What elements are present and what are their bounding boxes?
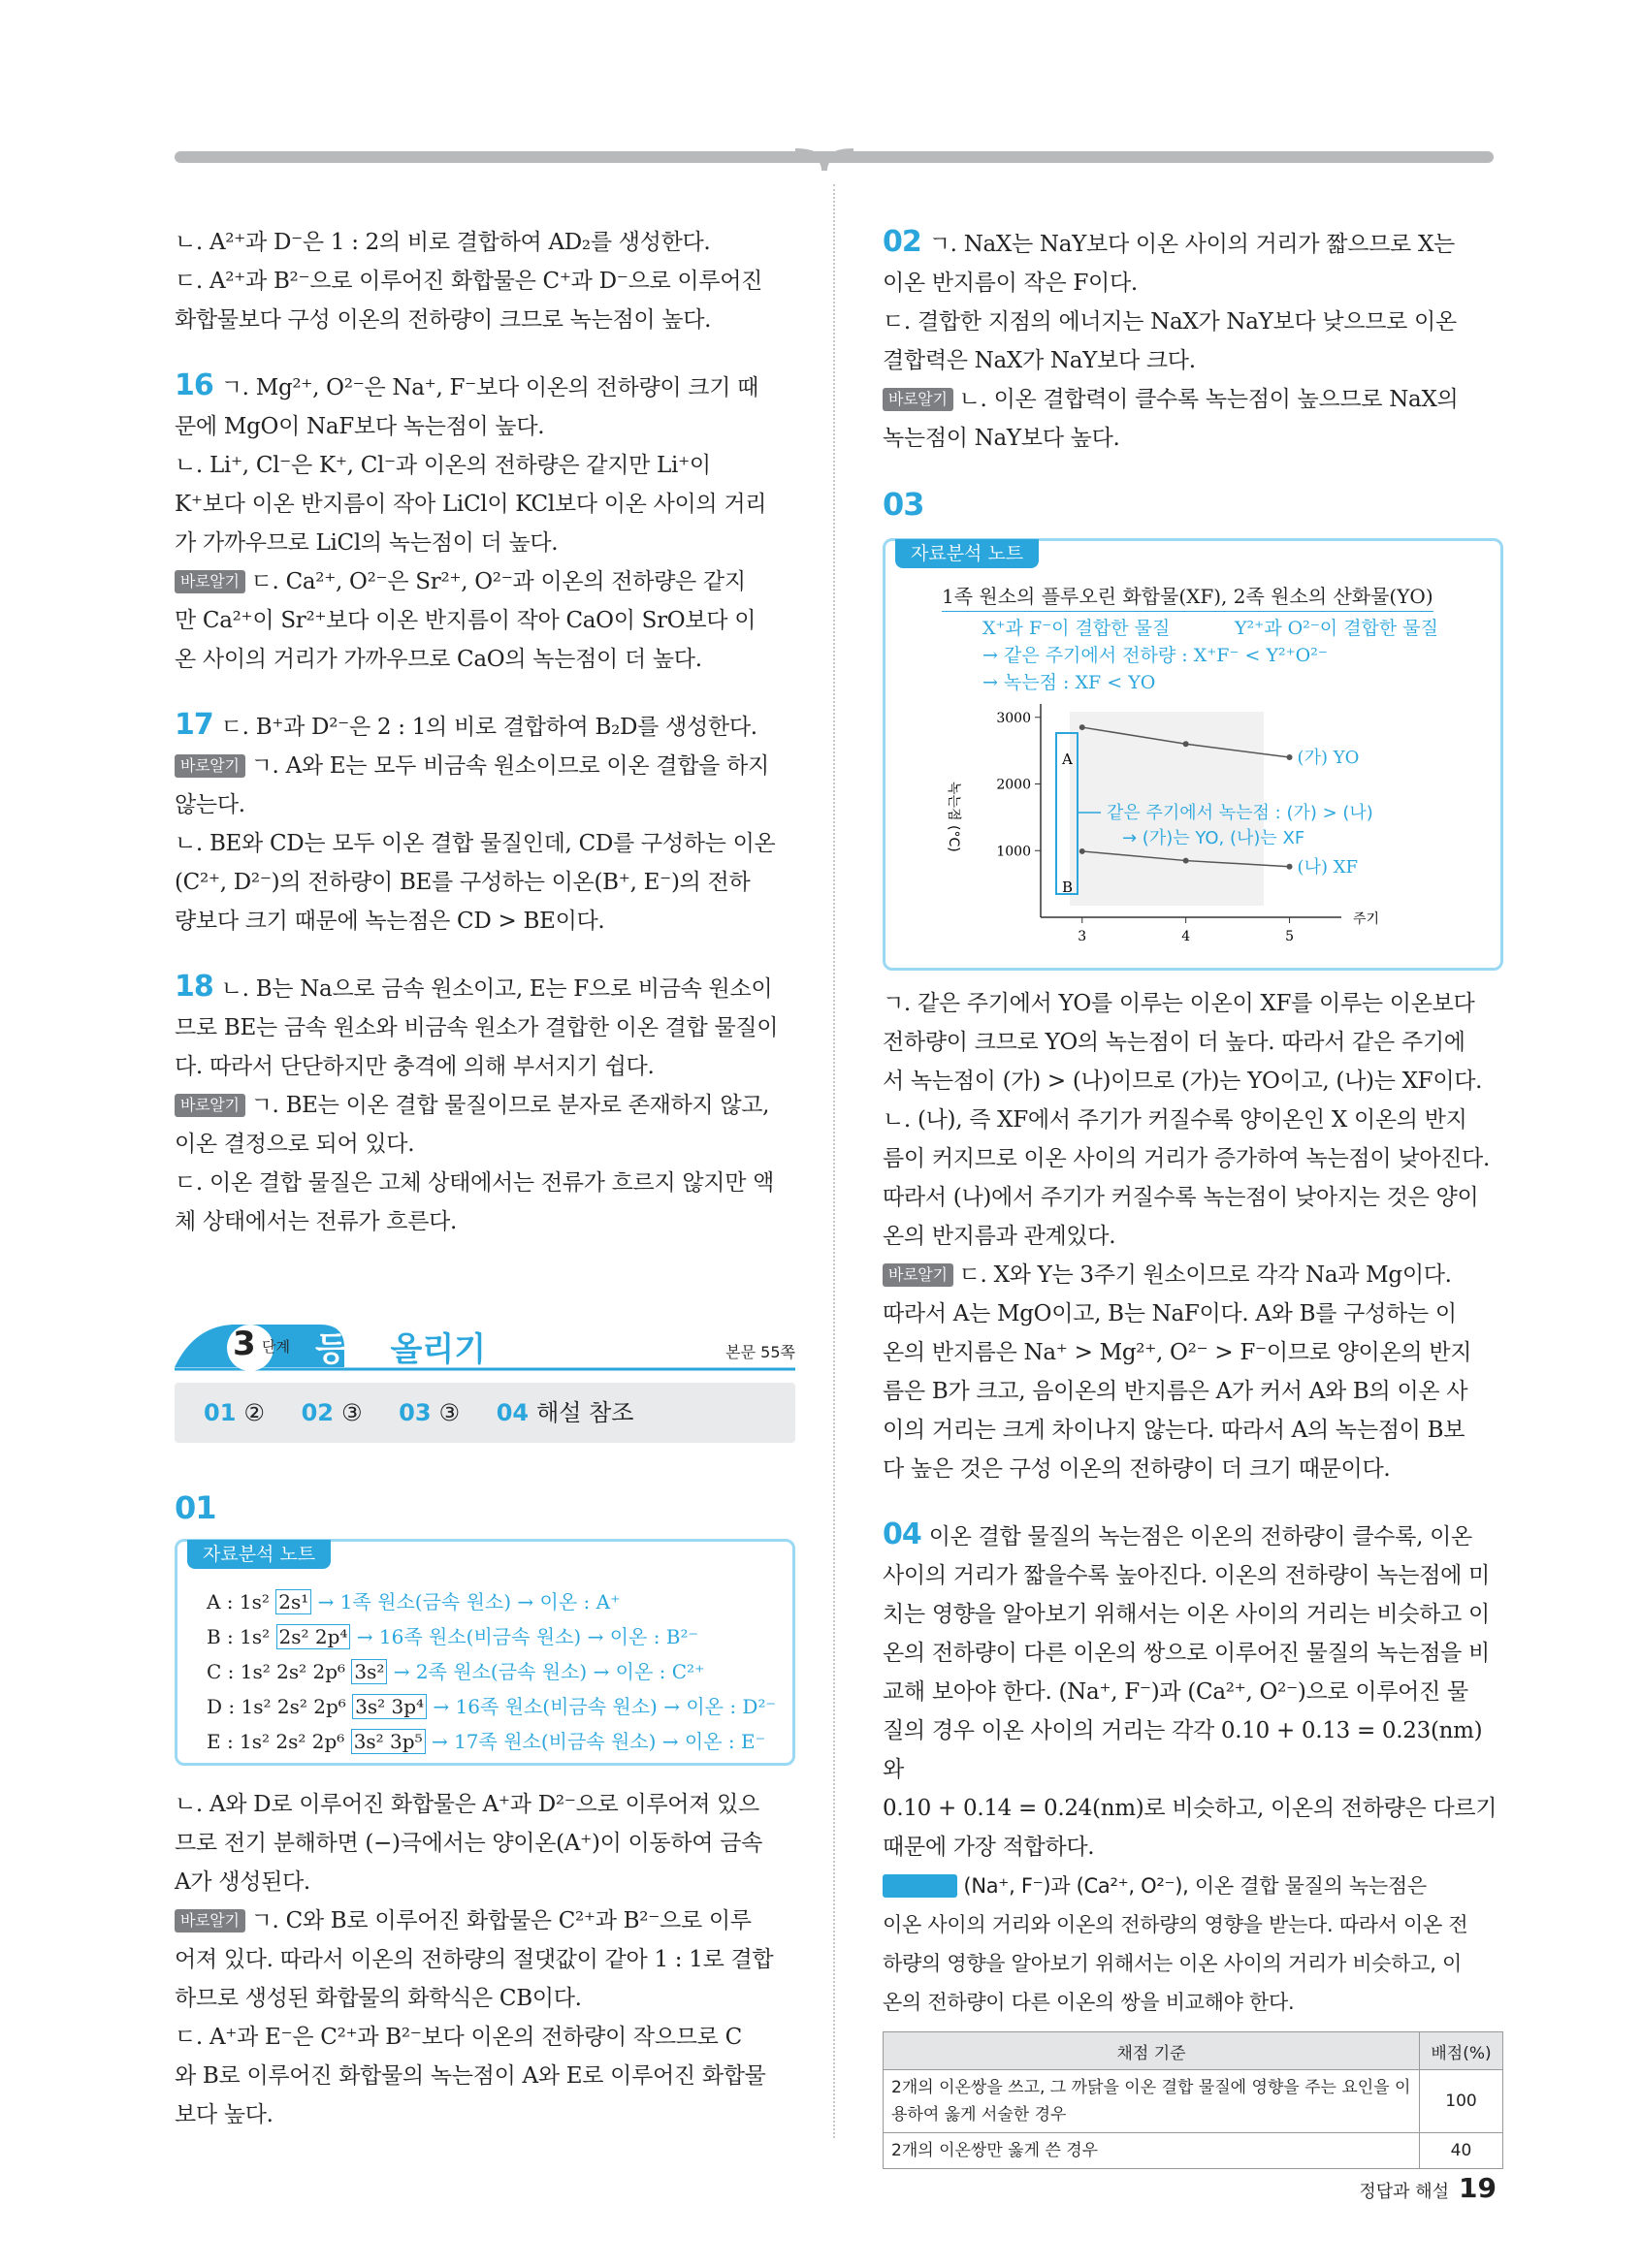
text-line: 0.10 + 0.14 = 0.24(nm)로 비슷하고, 이온의 전하량은 다르기 <box>883 1796 1497 1821</box>
note-tag: 자료분석 노트 <box>187 1540 331 1569</box>
footer-label: 정답과 해설 <box>1359 2182 1450 2202</box>
data-point <box>1079 848 1085 854</box>
config-line: A : 1s² 2s¹ → 1족 원소(금속 원소) → 이온 : A⁺ <box>207 1590 621 1613</box>
text-line: 결합력은 NaX가 NaY보다 크다. <box>883 348 1196 373</box>
text-line: 전하량이 크므로 YO의 녹는점이 더 높다. 따라서 같은 주기에 <box>883 1030 1465 1055</box>
note-arrow-2: → 녹는점 : XF < YO <box>982 672 1156 693</box>
text-line: 화합물보다 구성 이온의 전하량이 크므로 녹는점이 높다. <box>175 307 712 333</box>
text-line: 므로 전기 분해하면 (−)극에서는 양이온(A⁺)이 이동하여 금속 <box>175 1831 763 1856</box>
text-line: 이온 반지름이 작은 F이다. <box>883 271 1138 296</box>
stage-title-a: 등급 <box>315 1330 379 1369</box>
question-number: 03 <box>883 486 924 523</box>
text-line: (C²⁺, D²⁻)의 전하량이 BE를 구성하는 이온(B⁺, E⁻)의 전하 <box>175 870 751 895</box>
text-line: 어져 있다. 따라서 이온의 전하량의 절댓값이 같아 1 : 1로 결합 <box>175 1947 774 1972</box>
column-divider <box>833 184 835 2138</box>
data-point <box>1183 741 1189 747</box>
series-label: (가) YO <box>1297 748 1360 768</box>
text-line: 와 B로 이루어진 화합물의 녹는점이 A와 E로 이루어진 화합물 <box>175 2063 766 2089</box>
data-point <box>1183 858 1189 864</box>
text-line: K⁺보다 이온 반지름이 작아 LiCl이 KCl보다 이온 사이의 거리 <box>175 492 767 517</box>
page-footer <box>1359 2172 1497 2204</box>
correction-badge: 바로알기 <box>175 570 245 593</box>
text-line: 질의 경우 이온 사이의 거리는 각각 0.10 + 0.13 = 0.23(nm)와 <box>883 1718 1483 1782</box>
text-line: ㄷ. A⁺과 E⁻은 C²⁺과 B²⁻보다 이온의 전하량이 작으므로 C <box>175 2025 742 2050</box>
stage-section <box>175 1319 795 1474</box>
text-line: 않는다. <box>175 792 245 817</box>
top-bar-notch <box>795 145 853 175</box>
x-tick-label: 3 <box>1078 929 1087 944</box>
correction-badge: 바로알기 <box>175 754 245 778</box>
data-point <box>1287 754 1293 760</box>
text-line: 온의 반지름은 Na⁺ > Mg²⁺, O²⁻ > F⁻이므로 양이온의 반지 <box>883 1340 1472 1365</box>
table-header: 배점(%) <box>1420 2032 1503 2070</box>
note-title: 1족 원소의 플루오린 화합물(XF), 2족 원소의 산화물(YO) <box>942 582 1433 612</box>
note-tag: 자료분석 노트 <box>895 539 1039 568</box>
text-line: 하므로 생성된 화합물의 화학식은 CB이다. <box>175 1986 582 2011</box>
question-18: 18 ㄴ. B는 Na으로 금속 원소이고, E는 F으로 비금속 원소이 <box>175 970 773 1004</box>
config-line: B : 1s² 2s² 2p⁴ → 16족 원소(비금속 원소) → 이온 : B²⁻ <box>207 1625 699 1648</box>
text-line: 온 사이의 거리가 가까우므로 CaO의 녹는점이 더 높다. <box>175 647 702 672</box>
correction-badge: 바로알기 <box>175 1909 245 1933</box>
question-02: 02 ㄱ. NaX는 NaY보다 이온 사이의 거리가 짧으므로 X는 <box>883 225 1455 259</box>
note-sub-xf: X⁺과 F⁻이 결합한 물질 <box>982 618 1171 639</box>
text-line: ㄷ. A²⁺과 B²⁻으로 이루어진 화합물은 C⁺과 D⁻으로 이루어진 <box>175 269 763 294</box>
model-answer-badge: 모범 답안 <box>883 1874 957 1898</box>
text-line: 이온 사이의 거리와 이온의 전하량의 영향을 받는다. 따라서 이온 전 <box>883 1913 1468 1936</box>
data-point <box>1287 864 1293 870</box>
question-number: 01 <box>175 1489 216 1526</box>
question-number: 02 <box>883 225 921 259</box>
text-line: 만 Ca²⁺이 Sr²⁺보다 이온 반지름이 작아 CaO이 SrO보다 이 <box>175 608 757 633</box>
text-line: 녹는점이 NaY보다 높다. <box>883 426 1120 451</box>
config-line: D : 1s² 2s² 2p⁶ 3s² 3p⁴ → 16족 원소(비금속 원소) → 이온 : D²⁻ <box>207 1695 777 1718</box>
text-line: 이의 거리는 크게 차이나지 않는다. 따라서 A의 녹는점이 B보 <box>883 1418 1465 1443</box>
text-line: 치는 영향을 알아보기 위해서는 이온 사이의 거리는 비슷하고 이 <box>883 1602 1490 1627</box>
question-number: 18 <box>175 970 213 1004</box>
text-line: 가 가까우므로 LiCl의 녹는점이 더 높다. <box>175 530 559 556</box>
x-axis-label: 주기 <box>1353 911 1380 927</box>
text-line: 이온 결정으로 되어 있다. <box>175 1132 415 1157</box>
question-04: 04 이온 결합 물질의 녹는점은 이온의 전하량이 클수록, 이온 <box>883 1517 1472 1551</box>
chart-note-1: 같은 주기에서 녹는점 : (가) > (나) <box>1107 803 1373 823</box>
text-line: ㄴ. BE와 CD는 모두 이온 결합 물질인데, CD를 구성하는 이온 <box>175 831 776 856</box>
note-sub-yo: Y²⁺과 O²⁻이 결합한 물질 <box>1235 618 1439 639</box>
y-tick-label: 1000 <box>996 844 1031 860</box>
data-point <box>1079 724 1085 730</box>
text-line: 따라서 (나)에서 주기가 커질수록 녹는점이 낮아지는 것은 양이 <box>883 1185 1479 1210</box>
text-line: 온의 전하량이 다른 이온의 쌍으로 이루어진 물질의 녹는점을 비 <box>883 1641 1490 1666</box>
text-line: 다 높은 것은 구성 이온의 전하량이 더 크기 때문이다. <box>883 1456 1391 1482</box>
answer-summary: 01 ② 02 ③ 03 ③ 04 해설 참조 <box>175 1383 795 1443</box>
right-column: 02 ㄱ. NaX는 NaY보다 이온 사이의 거리가 짧으므로 X는 이온 반지름이 작은 F이다. ㄷ. 결합한 지점의 에너지는 NaX가 NaY보다 낮으므로 이온 결합력은 NaX가 NaY보다 크다. 바로알기 ㄴ. 이온 결합력이 클수록 녹는점이 높으므로 NaX의 녹는점이 NaY보다 높다. 03 <box>883 223 1503 524</box>
text-line: ㄴ. A와 D로 이루어진 화합물은 A⁺과 D²⁻으로 이루어져 있으 <box>175 1792 759 1817</box>
text-line: 온의 반지름과 관계있다. <box>883 1224 1116 1249</box>
text-line: 따라서 A는 MgO이고, B는 NaF이다. A와 B를 구성하는 이 <box>883 1301 1457 1326</box>
analysis-note-01 <box>175 1539 795 1766</box>
text-line: 온의 전하량이 다른 이온의 쌍을 비교해야 한다. <box>883 1991 1295 2014</box>
config-line: C : 1s² 2s² 2p⁶ 3s² → 2족 원소(금속 원소) → 이온 : C²⁺ <box>207 1660 705 1683</box>
text-line: ㄴ. Li⁺, Cl⁻은 K⁺, Cl⁻과 이온의 전하량은 같지만 Li⁺이 <box>175 453 711 478</box>
text-line: 하량의 영향을 알아보기 위해서는 이온 사이의 거리가 비슷하고, 이 <box>883 1952 1462 1975</box>
stage-title-b: 올리기 <box>378 1330 487 1369</box>
text-line: 보다 높다. <box>175 2102 274 2127</box>
analysis-note-03 <box>883 538 1503 971</box>
note-arrow-1: → 같은 주기에서 전하량 : X⁺F⁻ < Y²⁺O²⁻ <box>982 645 1328 666</box>
text-line: ㄱ. 같은 주기에서 YO를 이루는 이온이 XF를 이루는 이온보다 <box>883 991 1475 1016</box>
question-16: 16 ㄱ. Mg²⁺, O²⁻은 Na⁺, F⁻보다 이온의 전하량이 크기 때 <box>175 368 759 402</box>
text-line: ㄷ. 이온 결합 물질은 고체 상태에서는 전류가 흐르지 않지만 액 <box>175 1170 775 1196</box>
question-17: 17 ㄷ. B⁺과 D²⁻은 2 : 1의 비로 결합하여 B₂D를 생성한다. <box>175 708 757 742</box>
text-line: ㄷ. 결합한 지점의 에너지는 NaX가 NaY보다 낮으므로 이온 <box>883 309 1457 335</box>
text-line: A가 생성된다. <box>175 1869 310 1895</box>
correction-badge: 바로알기 <box>883 1263 953 1287</box>
scoring-table <box>883 2031 1503 2169</box>
question-number: 04 <box>883 1517 921 1551</box>
text-line: 서 녹는점이 (가) > (나)이므로 (가)는 YO이고, (나)는 XF이다. <box>883 1069 1483 1094</box>
series-label: (나) XF <box>1297 856 1359 878</box>
question-01-section: 01 자료분석 노트 A : 1s² 2s¹ → 1족 원소(금속 원소) → 이온 : A⁺ B : 1s² 2s² 2p⁴ → 16족 원소(비금속 원소) → 이온 : B²⁻ C : 1s² 2s² 2p⁶ 3s² → 2족 원소(금속 원소) → 이온 : C²⁺ D : 1s² 2s² 2p⁶ 3s² 3p⁴ → 16족 원소(비금속 원소) → 이온 : D²⁻ E : 1s² 2s² 2p⁶ 3s² 3p⁵ → 17족 원소(비금속 원소) → 이온 : E⁻ ㄴ. A와 D로 이루어진 화합물은 A⁺과 D²⁻으로 이루어져 있으 므로 전기 분해하면 (−)극에서는 양이온(A⁺)이 이동하여 금속 A가 생성된다. 바로알기 ㄱ. C와 B로 이루어진 화합물은 C²⁺과 B²⁻으로 이루 어져 있다. 따라서 이온의 전하량의 절댓값이 같아 1 : 1로 결합 하므로 생성된 화합물의 화학식은 CB이다. ㄷ. A⁺과 E⁻은 C²⁺과 B²⁻보다 이온의 전하량이 작으므로 C 와 B로 이루어진 화합물의 녹는점이 A와 E로 이루어진 화합물 보다 높다. <box>175 1488 795 2134</box>
text-line: 다. 따라서 단단하지만 충격에 의해 부서지기 쉽다. <box>175 1054 655 1079</box>
text-line: 량보다 크기 때문에 녹는점은 CD > BE이다. <box>175 909 605 934</box>
text-line: 사이의 거리가 짧을수록 높아진다. 이온의 전하량이 녹는점에 미 <box>883 1563 1490 1588</box>
y-tick-label: 2000 <box>996 777 1031 793</box>
text-line: 름이 커지므로 이온 사이의 거리가 증가하여 녹는점이 낮아진다. <box>883 1146 1490 1171</box>
x-tick-label: 5 <box>1285 929 1295 944</box>
text-line: 문에 MgO이 NaF보다 녹는점이 높다. <box>175 414 545 439</box>
stage-word: 단계 <box>262 1338 290 1356</box>
y-axis-label: 녹는점 (°C) <box>946 782 961 852</box>
melting-point-chart <box>924 704 1467 956</box>
y-tick-label: 3000 <box>996 710 1031 726</box>
text-line: 때문에 가장 적합하다. <box>883 1835 1095 1860</box>
right-column-body: ㄱ. 같은 주기에서 YO를 이루는 이온이 XF를 이루는 이온보다 전하량이 크므로 YO의 녹는점이 더 높다. 따라서 같은 주기에 서 녹는점이 (가) > (나)이므로 (가)는 YO이고, (나)는 XF이다. ㄴ. (나), 즉 XF에서 주기가 커질수록 양이온인 X 이온의 반지 름이 커지므로 이온 사이의 거리가 증가하여 녹는점이 낮아진다. 따라서 (나)에서 주기가 커질수록 녹는점이 낮아지는 것은 양이 온의 반지름과 관계있다. 바로알기 ㄷ. X와 Y는 3주기 원소이므로 각각 Na과 Mg이다. 따라서 A는 MgO이고, B는 NaF이다. A와 B를 구성하는 이 온의 반지름은 Na⁺ > Mg²⁺, O²⁻ > F⁻이므로 양이온의 반지 름은 B가 크고, 음이온의 반지름은 A가 커서 A와 B의 이온 사 이의 거리는 크게 차이나지 않는다. 따라서 A의 녹는점이 B보 다 높은 것은 구성 이온의 전하량이 더 크기 때문이다. 04 이온 결합 물질의 녹는점은 이온의 전하량이 클수록, 이온 사이의 거리가 짧을수록 높아진다. 이온의 전하량이 녹는점에 미 치는 영향을 알아보기 위해서는 이온 사이의 거리는 비슷하고 이 온의 전하량이 다른 이온의 쌍으로 이루어진 물질의 녹는점을 비 교해 보아야 한다. (Na⁺, F⁻)과 (Ca²⁺, O²⁻)으로 이루어진 물 질의 경우 이온 사이의 거리는 각각 0.10 + 0.13 = 0.23(nm)와 0.10 + 0.14 = 0.24(nm)로 비슷하고, 이온의 전하량은 다르기 때문에 가장 적합하다. 모범 답안 (Na⁺, F⁻)과 (Ca²⁺, O²⁻), 이온 결합 물질의 녹는점은 이온 사이의 거리와 이온의 전하량의 영향을 받는다. 따라서 이온 전 하량의 영향을 알아보기 위해서는 이온 사이의 거리가 비슷하고, 이 온의 전하량이 다른 이온의 쌍을 비교해야 한다. 채점 기준 배점(%) 2개의 이온쌍을 쓰고, 그 까닭을 이온 결합 물질에 영향을 주는 요인을 이용하여 옳게 서술한 경우 100 2개의 이온쌍만 옳게 쓴 경우 40 <box>883 984 1503 2169</box>
page-reference: 본문 55쪽 <box>725 1343 795 1361</box>
text-line: 므로 BE는 금속 원소와 비금속 원소가 결합한 이온 결합 물질이 <box>175 1015 779 1040</box>
text-line: 름은 B가 크고, 음이온의 반지름은 A가 커서 A와 B의 이온 사 <box>883 1379 1468 1404</box>
question-number: 17 <box>175 708 213 742</box>
question-number: 16 <box>175 368 213 402</box>
page-number: 19 <box>1459 2172 1497 2204</box>
table-header: 채점 기준 <box>884 2032 1420 2070</box>
table-row: 2개의 이온쌍만 옳게 쓴 경우 40 <box>884 2133 1503 2169</box>
text-line: 교해 보아야 한다. (Na⁺, F⁻)과 (Ca²⁺, O²⁻)으로 이루어진 물 <box>883 1679 1468 1705</box>
correction-badge: 바로알기 <box>175 1094 245 1117</box>
text-line: ㄴ. A²⁺과 D⁻은 1 : 2의 비로 결합하여 AD₂를 생성한다. <box>175 230 711 255</box>
correction-badge: 바로알기 <box>883 388 953 411</box>
left-column: ㄴ. A²⁺과 D⁻은 1 : 2의 비로 결합하여 AD₂를 생성한다. ㄷ. A²⁺과 B²⁻으로 이루어진 화합물은 C⁺과 D⁻으로 이루어진 화합물보다 구성 이온의 전하량이 크므로 녹는점이 높다. 16 ㄱ. Mg²⁺, O²⁻은 Na⁺, F⁻보다 이온의 전하량이 크기 때 문에 MgO이 NaF보다 녹는점이 높다. ㄴ. Li⁺, Cl⁻은 K⁺, Cl⁻과 이온의 전하량은 같지만 Li⁺이 K⁺보다 이온 반지름이 작아 LiCl이 KCl보다 이온 사이의 거리 가 가까우므로 LiCl의 녹는점이 더 높다. 바로알기 ㄷ. Ca²⁺, O²⁻은 Sr²⁺, O²⁻과 이온의 전하량은 같지 만 Ca²⁺이 Sr²⁺보다 이온 반지름이 작아 CaO이 SrO보다 이 온 사이의 거리가 가까우므로 CaO의 녹는점이 더 높다. 17 ㄷ. B⁺과 D²⁻은 2 : 1의 비로 결합하여 B₂D를 생성한다. 바로알기 ㄱ. A와 E는 모두 비금속 원소이므로 이온 결합을 하지 않는다. ㄴ. BE와 CD는 모두 이온 결합 물질인데, CD를 구성하는 이온 (C²⁺, D²⁻)의 전하량이 BE를 구성하는 이온(B⁺, E⁻)의 전하 량보다 크기 때문에 녹는점은 CD > BE이다. 18 ㄴ. B는 Na으로 금속 원소이고, E는 F으로 비금속 원소이 므로 BE는 금속 원소와 비금속 원소가 결합한 이온 결합 물질이 다. 따라서 단단하지만 충격에 의해 부서지기 쉽다. 바로알기 ㄱ. BE는 이온 결합 물질이므로 분자로 존재하지 않고, 이온 결정으로 되어 있다. ㄷ. 이온 결합 물질은 고체 상태에서는 전류가 흐르지 않지만 액 체 상태에서는 전류가 흐른다. <box>175 223 795 1241</box>
text-line: 체 상태에서는 전류가 흐른다. <box>175 1209 458 1234</box>
config-line: E : 1s² 2s² 2p⁶ 3s² 3p⁵ → 17족 원소(비금속 원소) → 이온 : E⁻ <box>207 1730 766 1753</box>
x-tick-label: 4 <box>1181 929 1191 944</box>
chart-note-2: → (가)는 YO, (나)는 XF <box>1122 828 1305 848</box>
table-row: 2개의 이온쌍을 쓰고, 그 까닭을 이온 결합 물질에 영향을 주는 요인을 이용하여 옳게 서술한 경우 100 <box>884 2070 1503 2133</box>
text-line: ㄴ. (나), 즉 XF에서 주기가 커질수록 양이온인 X 이온의 반지 <box>883 1107 1467 1133</box>
point-label-a: A <box>1062 751 1073 768</box>
point-label-b: B <box>1062 878 1074 896</box>
stage-number: 3 <box>233 1325 256 1363</box>
